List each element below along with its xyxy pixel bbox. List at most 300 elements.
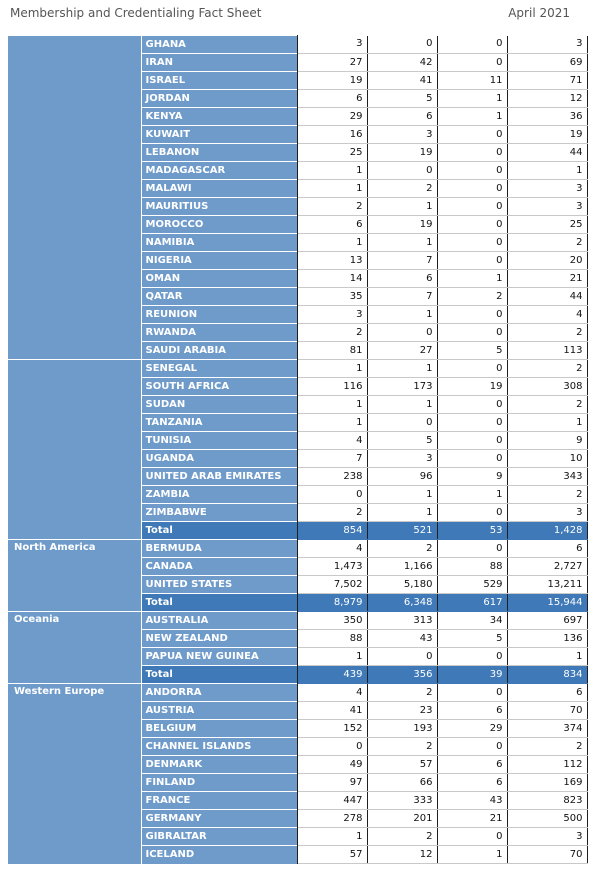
value-cell: 333 bbox=[367, 792, 437, 810]
region-cell bbox=[8, 666, 141, 684]
country-name: REUNION bbox=[141, 306, 297, 324]
value-cell: 1 bbox=[367, 396, 437, 414]
value-cell: 57 bbox=[367, 756, 437, 774]
value-cell: 19 bbox=[367, 216, 437, 234]
total-row bbox=[8, 522, 587, 540]
value-cell: 7 bbox=[367, 252, 437, 270]
value-cell: 9 bbox=[437, 468, 507, 486]
value-cell: 2 bbox=[297, 324, 367, 342]
table-row bbox=[8, 198, 587, 216]
country-name: DENMARK bbox=[141, 756, 297, 774]
table-row bbox=[8, 180, 587, 198]
value-cell: 152 bbox=[297, 720, 367, 738]
value-cell: 834 bbox=[507, 666, 587, 684]
region-cell bbox=[8, 630, 141, 648]
table-row bbox=[8, 342, 587, 360]
region-cell bbox=[8, 594, 141, 612]
table-row bbox=[8, 54, 587, 72]
value-cell: 0 bbox=[437, 828, 507, 846]
value-cell: 1 bbox=[507, 648, 587, 666]
table-row bbox=[8, 126, 587, 144]
value-cell: 1 bbox=[297, 396, 367, 414]
membership-table bbox=[8, 35, 588, 864]
value-cell: 6 bbox=[507, 684, 587, 702]
value-cell: 8,979 bbox=[297, 594, 367, 612]
value-cell: 1 bbox=[367, 360, 437, 378]
table-row bbox=[8, 432, 587, 450]
total-row bbox=[8, 666, 587, 684]
value-cell: 3 bbox=[367, 450, 437, 468]
value-cell: 0 bbox=[437, 252, 507, 270]
region-cell bbox=[8, 378, 141, 396]
region-cell bbox=[8, 144, 141, 162]
value-cell: 3 bbox=[297, 36, 367, 54]
table-row bbox=[8, 612, 587, 630]
value-cell: 343 bbox=[507, 468, 587, 486]
value-cell: 2 bbox=[507, 486, 587, 504]
value-cell: 116 bbox=[297, 378, 367, 396]
table-row bbox=[8, 306, 587, 324]
value-cell: 1 bbox=[297, 360, 367, 378]
table-row bbox=[8, 756, 587, 774]
value-cell: 308 bbox=[507, 378, 587, 396]
value-cell: 1 bbox=[367, 306, 437, 324]
value-cell: 4 bbox=[297, 540, 367, 558]
country-name: MOROCCO bbox=[141, 216, 297, 234]
table-row bbox=[8, 234, 587, 252]
table-row bbox=[8, 324, 587, 342]
table-row bbox=[8, 810, 587, 828]
country-name: LEBANON bbox=[141, 144, 297, 162]
value-cell: 201 bbox=[367, 810, 437, 828]
country-name: GIBRALTAR bbox=[141, 828, 297, 846]
region-cell bbox=[8, 414, 141, 432]
value-cell: 23 bbox=[367, 702, 437, 720]
region-cell bbox=[8, 576, 141, 594]
value-cell: 57 bbox=[297, 846, 367, 864]
value-cell: 15,944 bbox=[507, 594, 587, 612]
value-cell: 16 bbox=[297, 126, 367, 144]
region-cell bbox=[8, 522, 141, 540]
region-cell: Western Europe bbox=[8, 684, 141, 702]
value-cell: 0 bbox=[437, 684, 507, 702]
value-cell: 1,428 bbox=[507, 522, 587, 540]
region-cell bbox=[8, 270, 141, 288]
value-cell: 0 bbox=[437, 216, 507, 234]
region-cell bbox=[8, 306, 141, 324]
value-cell: 6,348 bbox=[367, 594, 437, 612]
region-cell bbox=[8, 648, 141, 666]
value-cell: 0 bbox=[437, 450, 507, 468]
value-cell: 27 bbox=[367, 342, 437, 360]
value-cell: 2 bbox=[367, 180, 437, 198]
value-cell: 71 bbox=[507, 72, 587, 90]
region-cell bbox=[8, 846, 141, 864]
country-name: SOUTH AFRICA bbox=[141, 378, 297, 396]
value-cell: 0 bbox=[437, 540, 507, 558]
value-cell: 1 bbox=[297, 234, 367, 252]
value-cell: 0 bbox=[437, 234, 507, 252]
value-cell: 41 bbox=[367, 72, 437, 90]
table-row bbox=[8, 36, 587, 54]
value-cell: 96 bbox=[367, 468, 437, 486]
value-cell: 0 bbox=[437, 324, 507, 342]
value-cell: 3 bbox=[507, 828, 587, 846]
table-row bbox=[8, 252, 587, 270]
value-cell: 0 bbox=[367, 162, 437, 180]
value-cell: 41 bbox=[297, 702, 367, 720]
value-cell: 136 bbox=[507, 630, 587, 648]
country-name: SUDAN bbox=[141, 396, 297, 414]
value-cell: 0 bbox=[437, 126, 507, 144]
value-cell: 12 bbox=[367, 846, 437, 864]
value-cell: 10 bbox=[507, 450, 587, 468]
value-cell: 823 bbox=[507, 792, 587, 810]
region-cell bbox=[8, 702, 141, 720]
country-name: ISRAEL bbox=[141, 72, 297, 90]
value-cell: 4 bbox=[297, 684, 367, 702]
value-cell: 21 bbox=[437, 810, 507, 828]
value-cell: 2 bbox=[507, 738, 587, 756]
table-row bbox=[8, 378, 587, 396]
value-cell: 43 bbox=[437, 792, 507, 810]
region-cell bbox=[8, 180, 141, 198]
value-cell: 356 bbox=[367, 666, 437, 684]
value-cell: 0 bbox=[437, 432, 507, 450]
value-cell: 3 bbox=[507, 36, 587, 54]
table-row bbox=[8, 504, 587, 522]
value-cell: 25 bbox=[507, 216, 587, 234]
country-name: TANZANIA bbox=[141, 414, 297, 432]
value-cell: 25 bbox=[297, 144, 367, 162]
table-row bbox=[8, 576, 587, 594]
value-cell: 1 bbox=[507, 414, 587, 432]
value-cell: 3 bbox=[507, 504, 587, 522]
membership-table-body bbox=[8, 36, 587, 864]
value-cell: 2 bbox=[367, 684, 437, 702]
value-cell: 1 bbox=[297, 162, 367, 180]
country-name: SAUDI ARABIA bbox=[141, 342, 297, 360]
region-cell bbox=[8, 738, 141, 756]
value-cell: 1 bbox=[297, 828, 367, 846]
region-cell bbox=[8, 162, 141, 180]
table-row bbox=[8, 774, 587, 792]
value-cell: 2 bbox=[367, 738, 437, 756]
value-cell: 1 bbox=[437, 108, 507, 126]
region-cell bbox=[8, 360, 141, 378]
value-cell: 5,180 bbox=[367, 576, 437, 594]
value-cell: 1 bbox=[507, 162, 587, 180]
value-cell: 11 bbox=[437, 72, 507, 90]
value-cell: 14 bbox=[297, 270, 367, 288]
value-cell: 44 bbox=[507, 144, 587, 162]
value-cell: 27 bbox=[297, 54, 367, 72]
value-cell: 0 bbox=[437, 648, 507, 666]
region-cell bbox=[8, 558, 141, 576]
table-row bbox=[8, 720, 587, 738]
region-cell bbox=[8, 198, 141, 216]
country-name: GHANA bbox=[141, 36, 297, 54]
value-cell: 5 bbox=[367, 90, 437, 108]
value-cell: 1 bbox=[437, 486, 507, 504]
country-name: UNITED ARAB EMIRATES bbox=[141, 468, 297, 486]
value-cell: 2 bbox=[297, 504, 367, 522]
region-cell: Oceania bbox=[8, 612, 141, 630]
region-cell bbox=[8, 468, 141, 486]
region-cell bbox=[8, 792, 141, 810]
value-cell: 0 bbox=[297, 486, 367, 504]
table-row bbox=[8, 846, 587, 864]
value-cell: 12 bbox=[507, 90, 587, 108]
region-cell bbox=[8, 342, 141, 360]
value-cell: 2 bbox=[437, 288, 507, 306]
document-date: April 2021 bbox=[508, 6, 570, 20]
region-cell bbox=[8, 72, 141, 90]
value-cell: 1 bbox=[367, 504, 437, 522]
value-cell: 29 bbox=[437, 720, 507, 738]
value-cell: 2 bbox=[297, 198, 367, 216]
country-name: KENYA bbox=[141, 108, 297, 126]
region-cell bbox=[8, 504, 141, 522]
page-header bbox=[0, 0, 600, 34]
value-cell: 1 bbox=[367, 234, 437, 252]
value-cell: 44 bbox=[507, 288, 587, 306]
value-cell: 0 bbox=[437, 162, 507, 180]
country-name: BELGIUM bbox=[141, 720, 297, 738]
table-row bbox=[8, 450, 587, 468]
value-cell: 238 bbox=[297, 468, 367, 486]
value-cell: 4 bbox=[507, 306, 587, 324]
table-row bbox=[8, 108, 587, 126]
value-cell: 53 bbox=[437, 522, 507, 540]
country-name: NAMIBIA bbox=[141, 234, 297, 252]
value-cell: 0 bbox=[437, 36, 507, 54]
value-cell: 7 bbox=[367, 288, 437, 306]
table-row bbox=[8, 216, 587, 234]
value-cell: 617 bbox=[437, 594, 507, 612]
value-cell: 6 bbox=[367, 108, 437, 126]
value-cell: 1,473 bbox=[297, 558, 367, 576]
table-row bbox=[8, 144, 587, 162]
table-row bbox=[8, 90, 587, 108]
value-cell: 112 bbox=[507, 756, 587, 774]
region-cell bbox=[8, 126, 141, 144]
country-name: KUWAIT bbox=[141, 126, 297, 144]
country-name: CANADA bbox=[141, 558, 297, 576]
value-cell: 88 bbox=[437, 558, 507, 576]
total-label: Total bbox=[141, 522, 297, 540]
value-cell: 69 bbox=[507, 54, 587, 72]
country-name: GERMANY bbox=[141, 810, 297, 828]
value-cell: 1 bbox=[297, 414, 367, 432]
value-cell: 0 bbox=[437, 360, 507, 378]
value-cell: 6 bbox=[507, 540, 587, 558]
value-cell: 35 bbox=[297, 288, 367, 306]
total-label: Total bbox=[141, 594, 297, 612]
region-cell bbox=[8, 396, 141, 414]
country-name: MADAGASCAR bbox=[141, 162, 297, 180]
region-cell bbox=[8, 774, 141, 792]
table-row bbox=[8, 396, 587, 414]
region-cell bbox=[8, 90, 141, 108]
value-cell: 1 bbox=[437, 90, 507, 108]
table-row bbox=[8, 540, 587, 558]
table-row bbox=[8, 828, 587, 846]
table-row bbox=[8, 630, 587, 648]
value-cell: 2 bbox=[507, 234, 587, 252]
country-name: QATAR bbox=[141, 288, 297, 306]
total-row bbox=[8, 594, 587, 612]
country-name: PAPUA NEW GUINEA bbox=[141, 648, 297, 666]
value-cell: 0 bbox=[437, 504, 507, 522]
value-cell: 5 bbox=[367, 432, 437, 450]
table-row bbox=[8, 684, 587, 702]
document-title: Membership and Credentialing Fact Sheet bbox=[10, 6, 262, 20]
table-row bbox=[8, 414, 587, 432]
value-cell: 2,727 bbox=[507, 558, 587, 576]
value-cell: 447 bbox=[297, 792, 367, 810]
region-cell bbox=[8, 216, 141, 234]
table-row bbox=[8, 738, 587, 756]
country-name: AUSTRIA bbox=[141, 702, 297, 720]
country-name: ICELAND bbox=[141, 846, 297, 864]
value-cell: 2 bbox=[507, 396, 587, 414]
country-name: TUNISIA bbox=[141, 432, 297, 450]
value-cell: 0 bbox=[437, 198, 507, 216]
country-name: SENEGAL bbox=[141, 360, 297, 378]
value-cell: 34 bbox=[437, 612, 507, 630]
country-name: UGANDA bbox=[141, 450, 297, 468]
value-cell: 2 bbox=[507, 360, 587, 378]
country-name: ZAMBIA bbox=[141, 486, 297, 504]
value-cell: 0 bbox=[437, 144, 507, 162]
value-cell: 1 bbox=[297, 180, 367, 198]
value-cell: 6 bbox=[297, 90, 367, 108]
value-cell: 6 bbox=[297, 216, 367, 234]
region-cell bbox=[8, 36, 141, 54]
region-cell bbox=[8, 756, 141, 774]
value-cell: 6 bbox=[437, 702, 507, 720]
value-cell: 0 bbox=[297, 738, 367, 756]
value-cell: 313 bbox=[367, 612, 437, 630]
value-cell: 19 bbox=[507, 126, 587, 144]
value-cell: 49 bbox=[297, 756, 367, 774]
value-cell: 3 bbox=[507, 180, 587, 198]
value-cell: 2 bbox=[507, 324, 587, 342]
value-cell: 2 bbox=[367, 540, 437, 558]
country-name: BERMUDA bbox=[141, 540, 297, 558]
value-cell: 439 bbox=[297, 666, 367, 684]
country-name: IRAN bbox=[141, 54, 297, 72]
value-cell: 3 bbox=[367, 126, 437, 144]
value-cell: 173 bbox=[367, 378, 437, 396]
country-name: OMAN bbox=[141, 270, 297, 288]
value-cell: 278 bbox=[297, 810, 367, 828]
table-row bbox=[8, 558, 587, 576]
region-cell bbox=[8, 828, 141, 846]
value-cell: 70 bbox=[507, 702, 587, 720]
value-cell: 0 bbox=[367, 324, 437, 342]
table-row bbox=[8, 72, 587, 90]
region-cell bbox=[8, 432, 141, 450]
value-cell: 0 bbox=[437, 414, 507, 432]
value-cell: 7 bbox=[297, 450, 367, 468]
value-cell: 0 bbox=[437, 738, 507, 756]
country-name: UNITED STATES bbox=[141, 576, 297, 594]
value-cell: 350 bbox=[297, 612, 367, 630]
value-cell: 6 bbox=[437, 756, 507, 774]
value-cell: 0 bbox=[367, 414, 437, 432]
value-cell: 19 bbox=[367, 144, 437, 162]
value-cell: 19 bbox=[297, 72, 367, 90]
region-cell bbox=[8, 324, 141, 342]
region-cell bbox=[8, 486, 141, 504]
value-cell: 113 bbox=[507, 342, 587, 360]
value-cell: 1 bbox=[367, 198, 437, 216]
country-name: AUSTRALIA bbox=[141, 612, 297, 630]
country-name: FRANCE bbox=[141, 792, 297, 810]
value-cell: 1 bbox=[437, 846, 507, 864]
value-cell: 43 bbox=[367, 630, 437, 648]
table-row bbox=[8, 162, 587, 180]
country-name: NIGERIA bbox=[141, 252, 297, 270]
value-cell: 3 bbox=[297, 306, 367, 324]
value-cell: 4 bbox=[297, 432, 367, 450]
value-cell: 0 bbox=[367, 648, 437, 666]
region-cell bbox=[8, 720, 141, 738]
value-cell: 29 bbox=[297, 108, 367, 126]
region-cell bbox=[8, 810, 141, 828]
country-name: MAURITIUS bbox=[141, 198, 297, 216]
value-cell: 521 bbox=[367, 522, 437, 540]
value-cell: 529 bbox=[437, 576, 507, 594]
value-cell: 21 bbox=[507, 270, 587, 288]
country-name: JORDAN bbox=[141, 90, 297, 108]
table-row bbox=[8, 648, 587, 666]
value-cell: 20 bbox=[507, 252, 587, 270]
value-cell: 42 bbox=[367, 54, 437, 72]
value-cell: 39 bbox=[437, 666, 507, 684]
value-cell: 13 bbox=[297, 252, 367, 270]
value-cell: 374 bbox=[507, 720, 587, 738]
value-cell: 36 bbox=[507, 108, 587, 126]
country-name: NEW ZEALAND bbox=[141, 630, 297, 648]
table-row bbox=[8, 288, 587, 306]
value-cell: 1 bbox=[437, 270, 507, 288]
value-cell: 0 bbox=[367, 36, 437, 54]
total-label: Total bbox=[141, 666, 297, 684]
table-row bbox=[8, 270, 587, 288]
value-cell: 19 bbox=[437, 378, 507, 396]
value-cell: 13,211 bbox=[507, 576, 587, 594]
value-cell: 66 bbox=[367, 774, 437, 792]
value-cell: 1,166 bbox=[367, 558, 437, 576]
table-row bbox=[8, 360, 587, 378]
country-name: FINLAND bbox=[141, 774, 297, 792]
value-cell: 1 bbox=[297, 648, 367, 666]
value-cell: 1 bbox=[367, 486, 437, 504]
value-cell: 0 bbox=[437, 396, 507, 414]
value-cell: 0 bbox=[437, 180, 507, 198]
table-row bbox=[8, 702, 587, 720]
region-cell: North America bbox=[8, 540, 141, 558]
region-cell bbox=[8, 252, 141, 270]
table-row bbox=[8, 468, 587, 486]
value-cell: 2 bbox=[367, 828, 437, 846]
value-cell: 854 bbox=[297, 522, 367, 540]
region-cell bbox=[8, 288, 141, 306]
country-name: ZIMBABWE bbox=[141, 504, 297, 522]
